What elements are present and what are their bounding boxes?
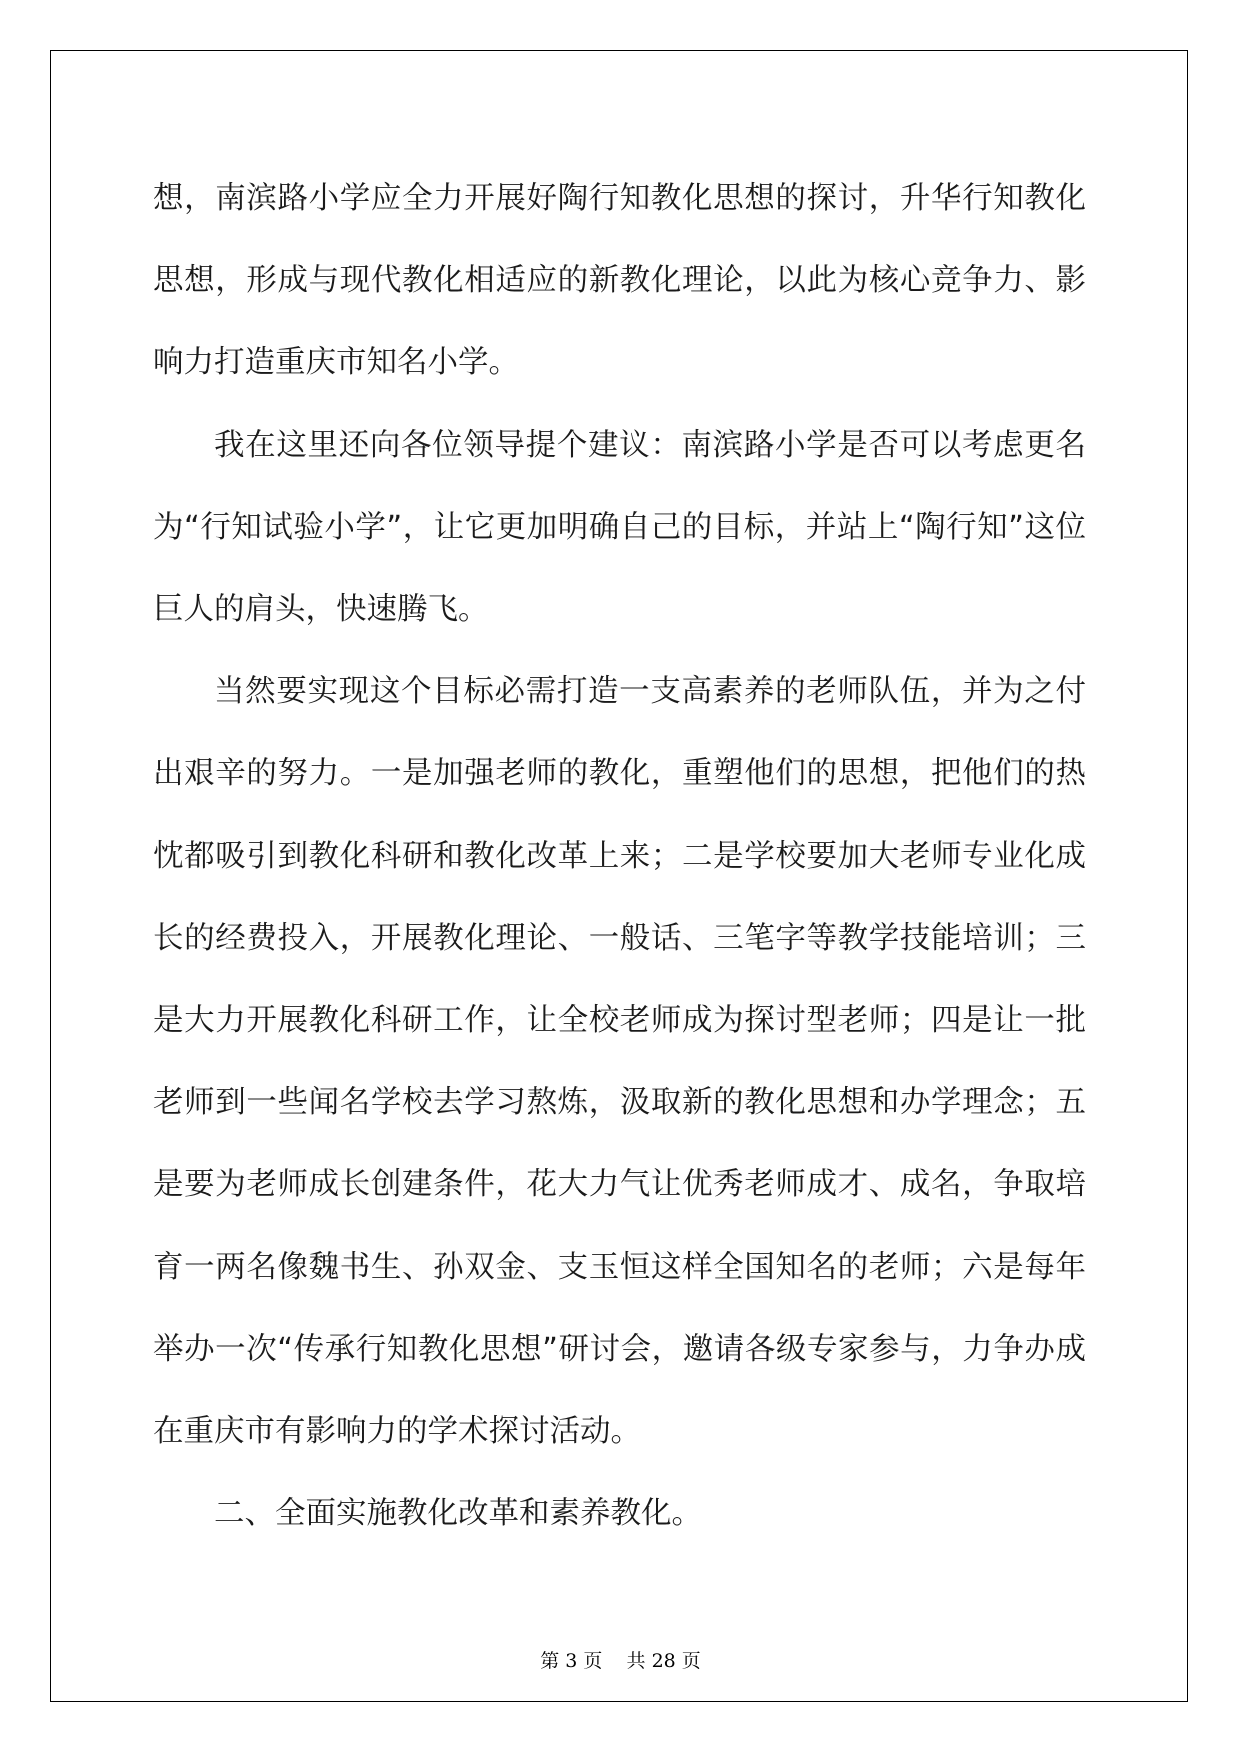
- paragraph: 想，南滨路小学应全力开展好陶行知教化思想的探讨，升华行知教化思想，形成与现代教化相适应的新教化理论，以此为核心竞争力、影响力打造重庆市知名小学。: [153, 181, 1086, 381]
- section-heading: 二、全面实施教化改革和素养教化。: [214, 1496, 702, 1532]
- document-body: [153, 158, 1086, 1555]
- paragraph: 我在这里还向各位领导提个建议：南滨路小学是否可以考虑更名为“行知试验小学”，让它更加明确自己的目标，并站上“陶行知”这位巨人的肩头，快速腾飞。: [153, 427, 1086, 628]
- paragraph: 当然要实现这个目标必需打造一支高素养的老师队伍，并为之付出艰辛的努力。一是加强老师的教化，重塑他们的思想，把他们的热忱都吸引到教化科研和教化改革上来；二是学校要加大老师专业化成长的经费投入，开展教化理论、一般话、三笔字等教学技能培训；三是大力开展教化科研工作，让全校老师成为探讨型老师；四是让一批老师到一些闻名学校去学习熬炼，汲取新的教化思想和办学理念；五是要为老师成长创建条件，花大力气让优秀老师成才、成名，争取培育一两名像魏书生、孙双金、支玉恒这样全国知名的老师；六是每年举办一次“传承行知教化思想”研讨会，邀请各级专家参与，力争办成在重庆市有影响力的学术探讨活动。: [153, 674, 1086, 1450]
- page-number-footer: 第 3 页 共 28 页: [540, 1650, 701, 1672]
